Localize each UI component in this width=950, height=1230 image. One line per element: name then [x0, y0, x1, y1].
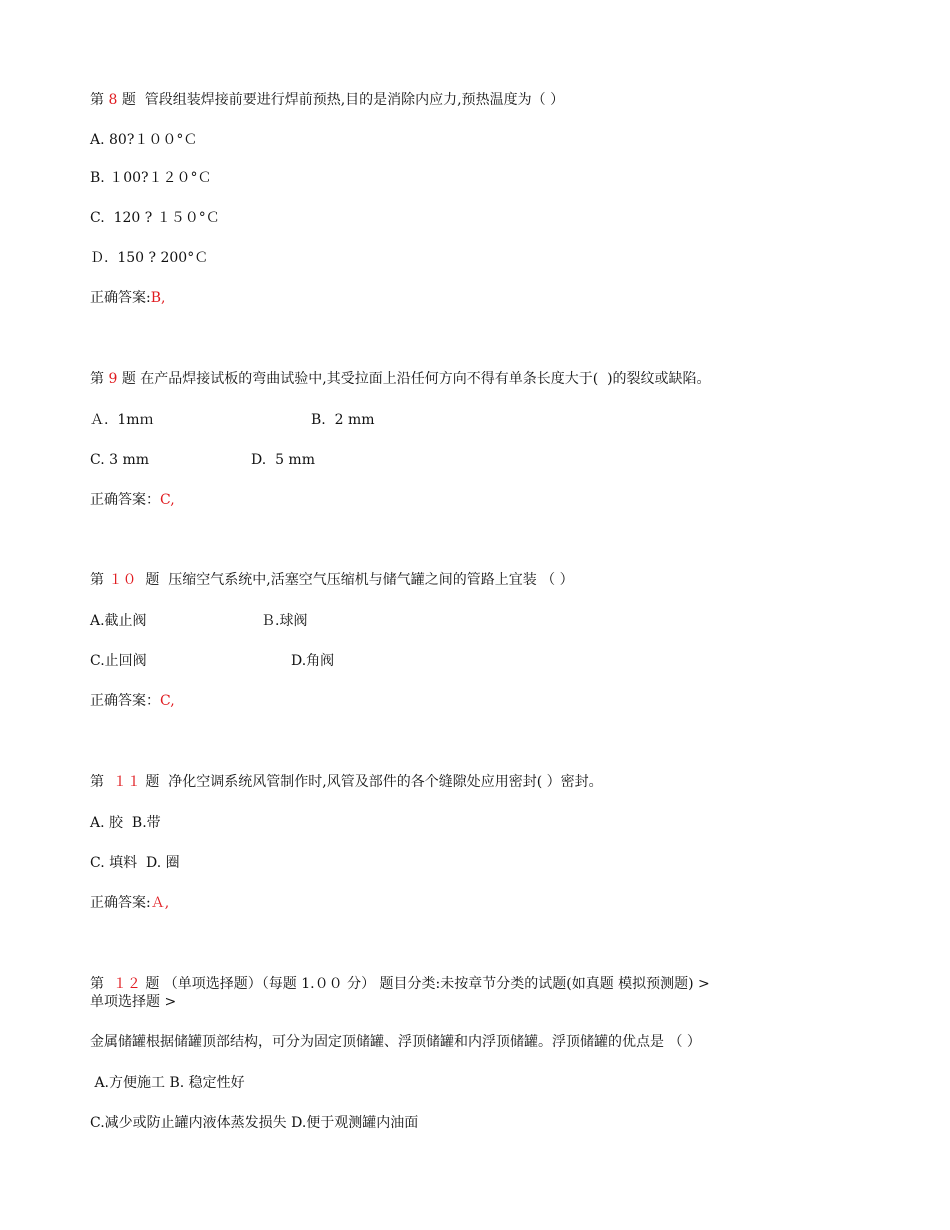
- option-d: Ｄ. 150 ? 200°Ｃ: [90, 250, 209, 266]
- question-stem: 在产品焊接试板的弯曲试验中,其受拉面上沿任何方向不得有单条长度大于( )的裂纹或缺陷。: [140, 371, 711, 387]
- question-header: 题 （单项选择题）（每题 1.００ 分） 题目分类:未按章节分类的试题(如真题 模拟预测题) >: [140, 976, 710, 992]
- option-b: B. 2 mm: [311, 412, 375, 428]
- answer-line: 正确答案:Ａ,: [90, 895, 170, 911]
- option-c: C. 3 mm: [90, 452, 150, 468]
- question-stem: 管段组装焊接前要进行焊前预热,目的是消除内应力,预热温度为（ ）: [144, 92, 565, 108]
- question-number: 8: [108, 92, 118, 108]
- option-c: C.止回阀: [90, 653, 147, 669]
- question-stem: 压缩空气系统中,活塞空气压缩机与储气罐之间的管路上宜装 （ ）: [168, 572, 574, 588]
- options-a-b: A. 胶 B.带: [90, 815, 161, 831]
- question-category: 单项选择题 >: [90, 994, 177, 1010]
- option-a: A.截止阀: [90, 613, 147, 629]
- answer-line: 正确答案:B,: [90, 290, 166, 306]
- option-b: B. １00?１２０°Ｃ: [90, 170, 212, 186]
- options-c-d: C.减少或防止罐内液体蒸发损失 D.便于观测罐内油面: [90, 1115, 419, 1131]
- answer-line: 正确答案：C,: [90, 492, 175, 508]
- option-d: D.角阀: [291, 653, 335, 669]
- question-number: １２: [112, 976, 141, 992]
- option-a: A. 80?１００°Ｃ: [90, 132, 198, 148]
- answer-value: B,: [150, 290, 166, 306]
- question-number: １０: [108, 572, 137, 588]
- answer-value: C,: [160, 492, 175, 508]
- question-12-title: 第 １２ 题 （单项选择题）（每题 1.００ 分） 题目分类:未按章节分类的试题(如真题 模拟预测题) >: [90, 976, 710, 992]
- option-c: C. 120 ? １５０°Ｃ: [90, 210, 220, 226]
- question-number: １１: [112, 774, 141, 790]
- question-9-title: 第 9 题 在产品焊接试板的弯曲试验中,其受拉面上沿任何方向不得有单条长度大于( )的裂纹或缺陷。: [90, 371, 711, 387]
- answer-value: Ａ,: [150, 895, 170, 911]
- question-stem: 金属储罐根据储罐顶部结构，可分为固定顶储罐、浮顶储罐和内浮顶储罐。浮顶储罐的优点是 （ ）: [90, 1034, 701, 1050]
- option-b: Ｂ.球阀: [261, 613, 308, 629]
- question-number: 9: [108, 371, 118, 387]
- answer-line: 正确答案：C,: [90, 693, 175, 709]
- option-a: Ａ. 1mｍ: [90, 412, 154, 428]
- options-c-d: C. 填料 D. 圈: [90, 855, 180, 871]
- question-11-title: 第 １１ 题 净化空调系统风管制作时,风管及部件的各个缝隙处应用密封( ）密封。: [90, 774, 603, 790]
- question-stem: 净化空调系统风管制作时,风管及部件的各个缝隙处应用密封( ）密封。: [168, 774, 603, 790]
- options-a-b: A.方便施工 B. 稳定性好: [90, 1075, 245, 1091]
- answer-value: C,: [160, 693, 175, 709]
- question-8-title: 第 8 题 管段组装焊接前要进行焊前预热,目的是消除内应力,预热温度为（ ）: [90, 92, 565, 108]
- option-d: D. 5 mm: [251, 452, 315, 468]
- question-10-title: 第 １０ 题 压缩空气系统中,活塞空气压缩机与储气罐之间的管路上宜装 （ ）: [90, 572, 574, 588]
